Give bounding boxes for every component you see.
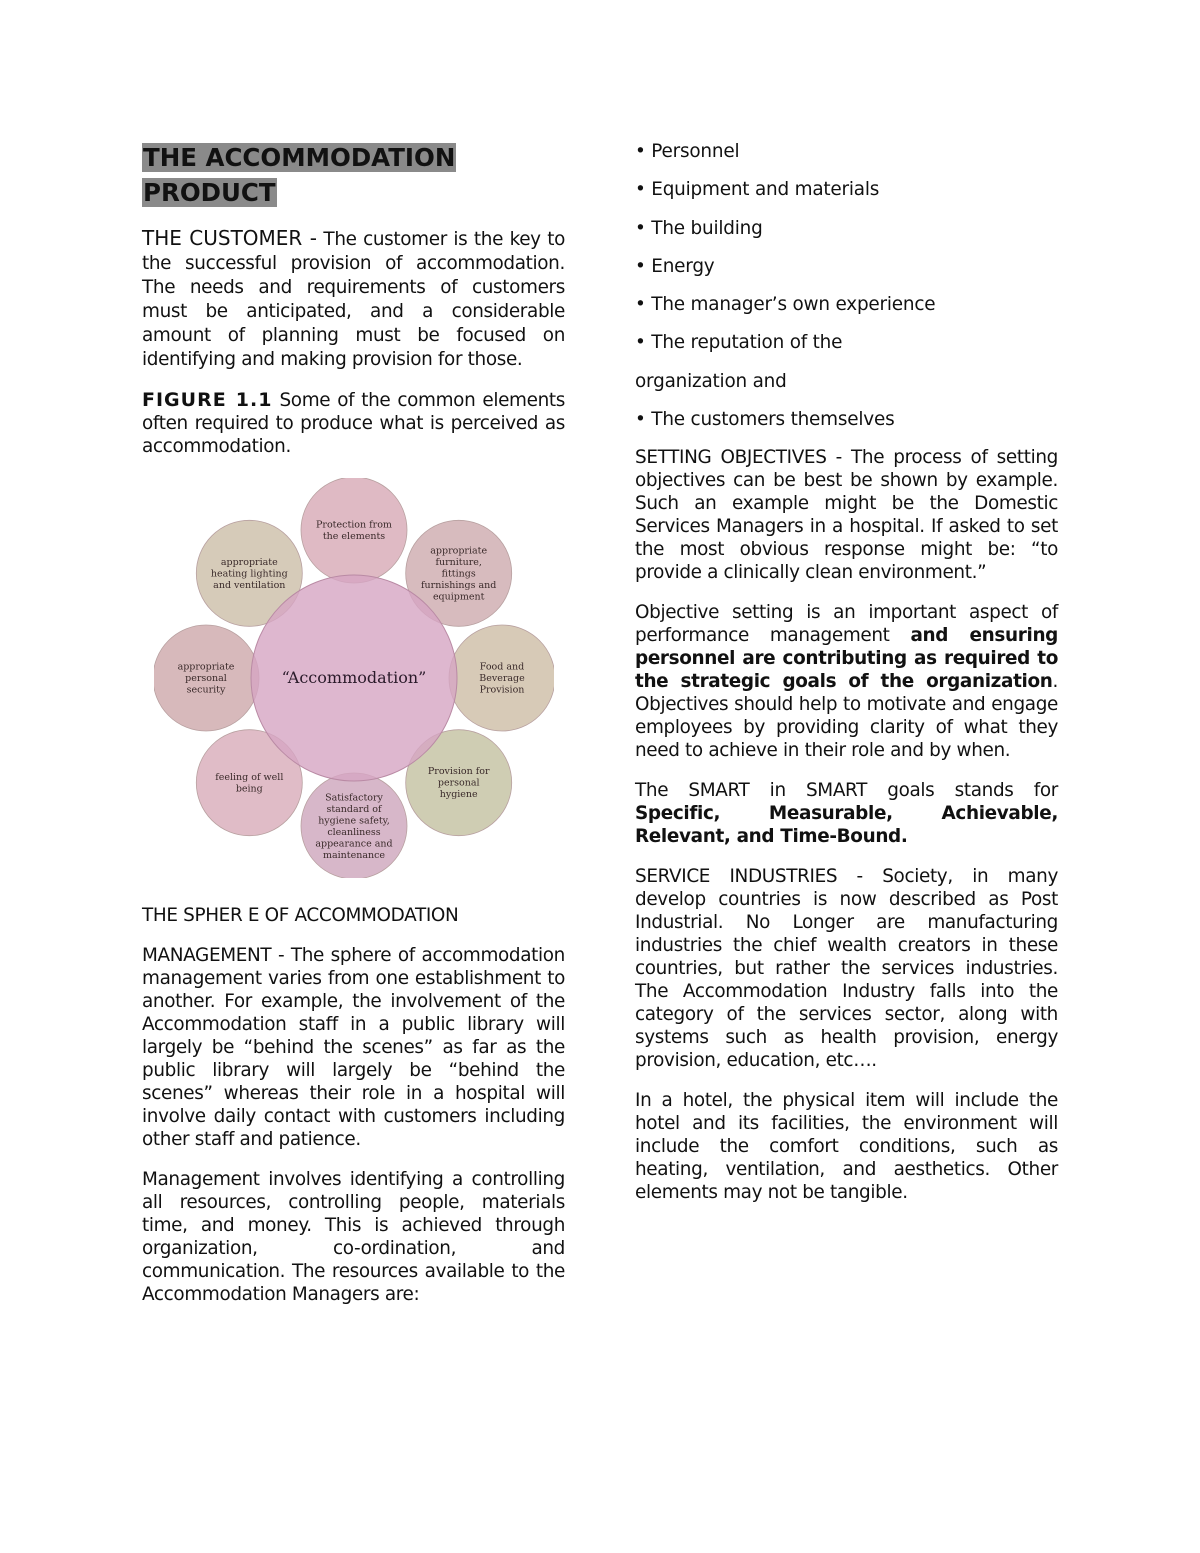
list-item: • Equipment and materials [635, 179, 880, 201]
sphere-heading-2: MANAGEMENT - [142, 945, 285, 966]
list-item: • The customers themselves [635, 409, 895, 431]
diagram-node-label: Provision for [427, 766, 490, 778]
sphere-text: The sphere of accommodation management varies from one establishment to another. For example, the involvement of the Accommodation staff in a public library will largely be “behind the scenes” as far as the public library will largely be “behind the scenes” whereas their role in a hospital will involve daily contact with customers including other staff and patience. [142, 945, 565, 1150]
diagram-node-label: personal [185, 673, 227, 684]
diagram-node-label: feeling of well [215, 771, 284, 783]
diagram-node-label: Food and [479, 661, 525, 673]
title-line-2: PRODUCT [143, 178, 276, 207]
list-item: • Personnel [635, 141, 740, 162]
diagram-node-label: personal [437, 777, 480, 789]
figure-caption-text: Some of the common elements often required to produce what is perceived as accommodation. [142, 390, 565, 457]
customer-paragraph [142, 226, 565, 372]
smart-text: The SMART in SMART goals stands for [635, 780, 1058, 802]
figure-caption [142, 389, 565, 458]
smart-paragraph [635, 779, 1058, 848]
diagram-node-label: appropriate [220, 556, 278, 568]
diagram-node-label: equipment [432, 591, 485, 603]
list-item: • The building [635, 217, 763, 239]
diagram-node-label: Provision [479, 684, 525, 696]
diagram-node-label: cleanliness [327, 826, 381, 838]
diagram-node-label: being [235, 783, 263, 795]
accommodation-diagram [154, 478, 554, 878]
diagram-node-label: furniture, [435, 556, 482, 568]
diagram-node-label: Beverage [479, 673, 525, 684]
diagram-node-label: Protection from [316, 519, 392, 531]
objective-setting-text-2: . Objectives should help to motivate and engage employees by providing clarity of what they need to achieve in their role and by when. [635, 671, 1058, 762]
list-item: organization and [635, 370, 787, 392]
service-paragraph [635, 865, 1058, 1072]
hotel-paragraph: In a hotel, the physical item will include the hotel and its facilities, the environment will include the comfort conditions, such as heating, ventilation, and aesthetics. Other elements may not be tangible. [635, 1090, 1058, 1204]
diagram-node-label: Satisfactory [325, 792, 383, 804]
objective-setting-paragraph [635, 601, 1058, 762]
objectives-heading: SETTING OBJECTIVES - [635, 447, 842, 469]
service-text: Society, in many develop countries is now described as Post Industrial. No Longer are manufacturing industries the chief wealth creators in these countries, but rather the services industries. The Accommodation Industry falls into the category of the services sector, along with systems such as health provision, energy provision, education, etc…. [635, 866, 1058, 1072]
management-paragraph: Management involves identifying a controlling all resources, controlling people, materials time, and money. This is achieved through organization, co-ordination, and communication. The resources available to the Accommodation Managers are: [142, 1169, 565, 1305]
diagram-node-label: heating lighting [210, 568, 288, 580]
customer-heading: THE CUSTOMER - [142, 226, 317, 250]
smart-bold: Specific, Measurable, Achievable, Relevant, and Time-Bound. [635, 803, 1058, 848]
service-heading: SERVICE INDUSTRIES - [635, 866, 863, 888]
objectives-paragraph [635, 446, 1058, 584]
diagram-node-label: furnishings and [421, 579, 497, 591]
diagram-node-label: fittings [441, 568, 476, 580]
right-column [635, 140, 1058, 1204]
customer-text: The customer is the key to the successful provision of accommodation. The needs and requirements of customers must be anticipated, and a considerable amount of planning must be focused on identifying and making provision for those. [142, 229, 565, 370]
sphere-heading: THE SPHER E OF ACCOMMODATION [142, 905, 459, 926]
diagram-node-label: appropriate [430, 545, 488, 557]
diagram-node-label: hygiene safety, [318, 815, 390, 827]
diagram-node-label: standard of [326, 803, 382, 815]
figure-label: FIGURE 1.1 [142, 389, 273, 411]
diagram-node-label: hygiene [439, 789, 478, 801]
list-item: • The manager’s own experience [635, 294, 936, 316]
diagram-node-label: maintenance [322, 849, 386, 861]
title-line-1: THE ACCOMMODATION [143, 143, 456, 172]
list-item: • Energy [635, 255, 715, 277]
diagram-node-label: appearance and [315, 838, 393, 850]
diagram-node-label: security [186, 684, 226, 696]
objective-setting-text-1: Objective setting is an important aspect of performance management [635, 602, 1058, 647]
center-label: “Accommodation” [281, 668, 427, 687]
diagram-node-label: appropriate [177, 661, 235, 673]
page-title [142, 140, 565, 210]
diagram-node-label: the elements [322, 530, 386, 542]
left-column [142, 140, 565, 1306]
sphere-paragraph [142, 944, 565, 1151]
resources-list [635, 140, 1058, 432]
diagram-node-label: and ventilation [213, 579, 286, 591]
list-item: • The reputation of the [635, 332, 843, 354]
objective-setting-bold: and ensuring personnel are contributing as required to the strategic goals of the organization [635, 625, 1058, 693]
objectives-text: The process of setting objectives can be best be shown by example. Such an example might be the Domestic Services Managers in a hospital. If asked to set the most obvious response might be: “to provide a clinically clean environment.” [635, 447, 1058, 584]
